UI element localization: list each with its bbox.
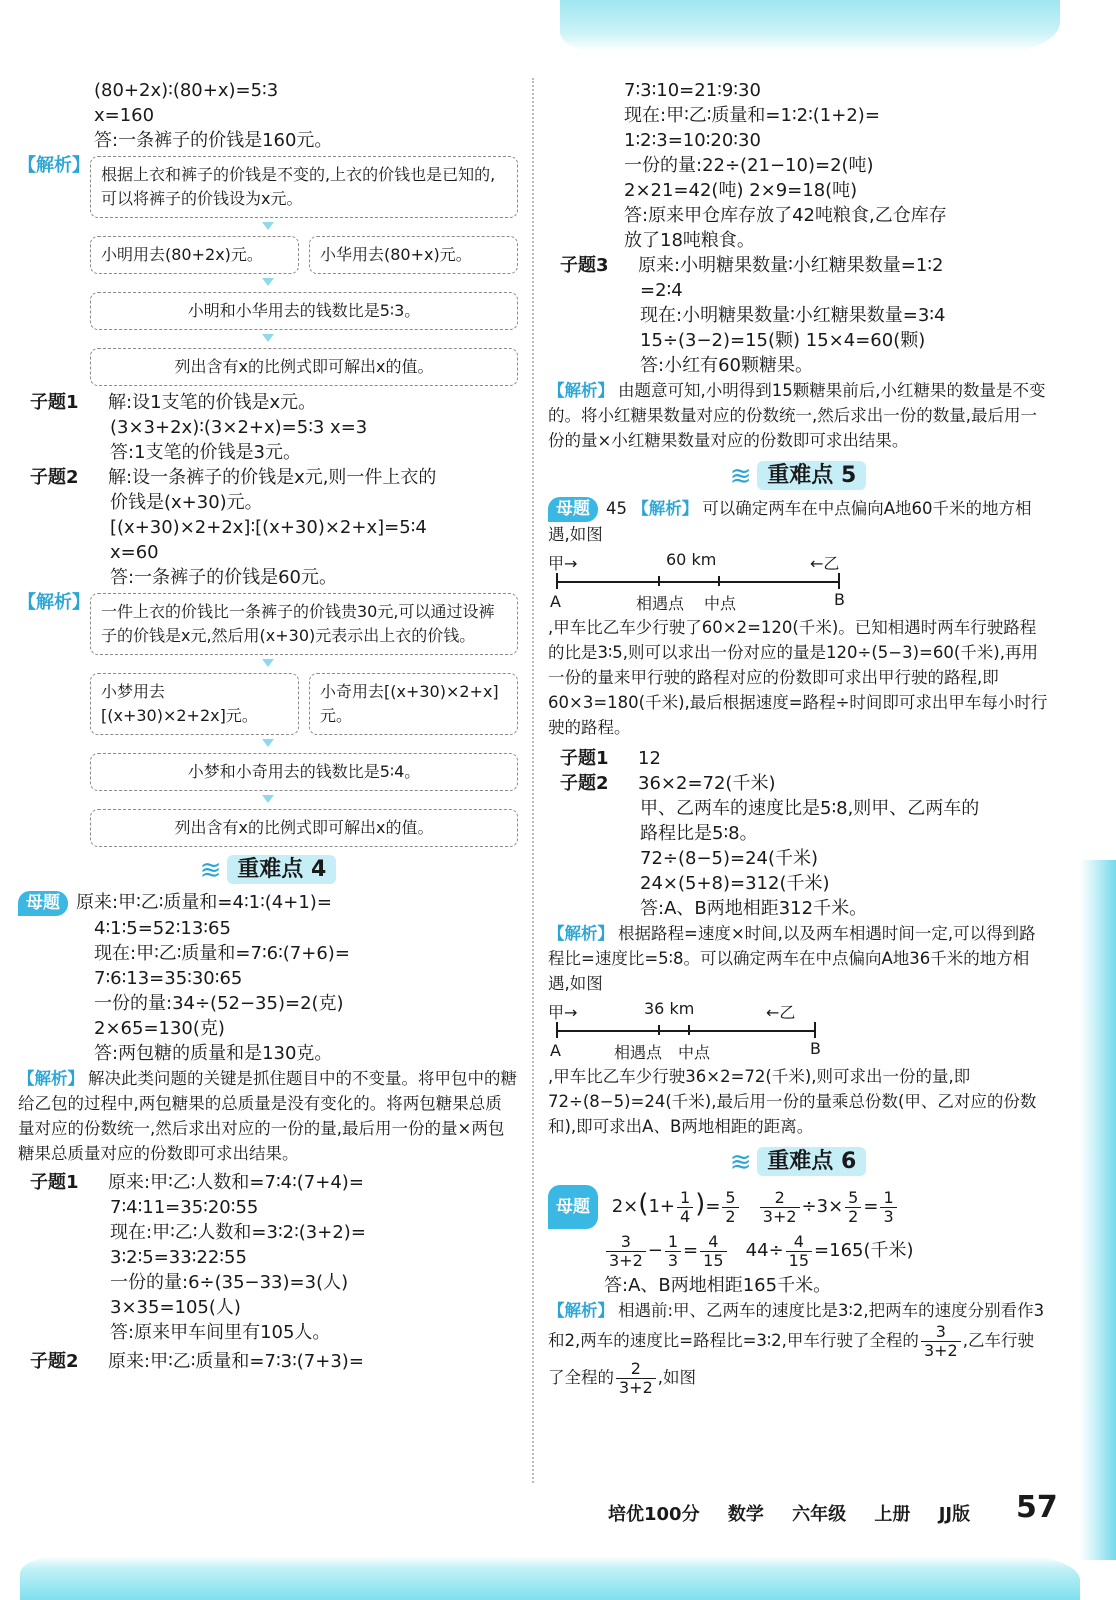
answer-line: 答:两包糖的质量和是130克。 [94, 1043, 333, 1064]
fraction: $\frac{1}{4}$ [677, 1189, 693, 1226]
section-heading-5: ≋ 重难点 5 [548, 461, 1048, 490]
point-a-tick [556, 1022, 558, 1038]
mother-question: 母题 45 【解析】 可以确定两车在中点偏向A地60千米的地方相遇,如图 [548, 499, 1032, 544]
equation-line: x=160 [94, 105, 155, 126]
equation-line: (80+2x)∶(80+x)=5∶3 [94, 80, 279, 101]
equation-line: 7∶6∶13=35∶30∶65 [94, 968, 243, 989]
analysis-label: 【解析】 [18, 155, 90, 176]
subquestion-3: 子题3 原来:小明糖果数量∶小红糖果数量=1∶2 [560, 255, 944, 276]
edition-name: JJ版 [938, 1504, 971, 1525]
subquestion-2: 子题2 36×2=72(千米) [560, 773, 776, 794]
analysis-box: 小明用去(80+2x)元。 [90, 236, 299, 274]
flow-arrow [262, 739, 274, 747]
fraction: $\frac{1}{3}$ [880, 1189, 896, 1226]
subject-name: 数学 [727, 1504, 764, 1525]
analysis-box: 列出含有x的比例式即可解出x的值。 [90, 809, 518, 847]
point-a-label: A [550, 1041, 561, 1060]
wave-icon: ≋ [729, 1147, 752, 1178]
equation-line: $\frac{3}{3+2}$ − $\frac{1}{3}$ = $\frac{4}{15}$ 44÷ $\frac{4}{15}$ =165(千米) [548, 1229, 1048, 1273]
fraction: $\frac{2}{3+2}$ [760, 1189, 800, 1226]
subquestion-1: 子题1 原来:甲∶乙∶人数和=7∶4∶(7+4)= [30, 1172, 364, 1193]
answer-line: 答:原来甲仓库存放了42吨粮食,乙仓库存 [624, 205, 947, 226]
analysis-box-row [90, 230, 518, 278]
paren-close: ) [695, 1189, 706, 1219]
point-b-label: B [834, 590, 845, 609]
meeting-point-label: 相遇点 [614, 1043, 663, 1062]
analysis-label: 【解析】 [18, 592, 90, 613]
fraction: $\frac{2}{3+2}$ [616, 1360, 656, 1397]
meeting-diagram-1 [548, 551, 1048, 619]
page-number: 57 [1016, 1490, 1058, 1525]
analysis-paragraph: ,甲车比乙车少行驶了60×2=120(千米)。已知相遇时两车行驶路程的比是3∶5,则可以求出一份对应的量是120÷(5−3)=60(千米),再用一份的量来甲行驶的路程对应的份数即可求出甲行驶的路程,即60×3=180(千米),最后根据速度=路程÷时间即可求出甲车每小时行驶的路程。 [548, 618, 1048, 737]
text-line: 价钱是(x+30)元。 [110, 492, 263, 513]
paren-open: ( [638, 1189, 649, 1219]
meeting-point-tick [658, 576, 660, 586]
equation-line: 3×35=105(人) [110, 1297, 241, 1318]
distance-label: 60 km [666, 550, 717, 569]
analysis-paragraph: 【解析】 根据路程=速度×时间,以及两车相遇时间一定,可以得到路程比=速度比=5∶8。可以确定两车在中点偏向A地36千米的地方相遇,如图 [548, 924, 1036, 993]
meeting-diagram-2 [548, 1000, 1048, 1068]
equation-line: x=60 [110, 542, 159, 563]
left-column [18, 78, 518, 1374]
midpoint-label: 中点 [704, 594, 737, 613]
answer-line: 答:小红有60颗糖果。 [640, 355, 813, 376]
analysis-box: 小奇用去[(x+30)×2+x]元。 [309, 673, 518, 735]
fraction: $\frac{5}{2}$ [722, 1189, 738, 1226]
analysis-paragraph: ,甲车比乙车少行驶36×2=72(千米),则可求出一份的量,即72÷(8−5)=24(千米),最后用一份的量乘总份数(甲、乙对应的份数和),即可求出A、B两地相距的距离。 [548, 1067, 1037, 1136]
bottom-wave-decoration [20, 1556, 1080, 1600]
wave-icon: ≋ [729, 461, 752, 492]
equation-line: 一份的量:6÷(35−33)=3(人) [110, 1272, 349, 1293]
car-yi-label: ←乙 [766, 1003, 796, 1022]
volume-name: 上册 [874, 1504, 911, 1525]
analysis-box: 列出含有x的比例式即可解出x的值。 [90, 348, 518, 386]
answer-line: 放了18吨粮食。 [624, 230, 755, 251]
equation-line: [(x+30)×2+2x]∶[(x+30)×2+x]=5∶4 [110, 517, 427, 538]
flow-arrow [262, 659, 274, 667]
equation-line: 2×21=42(吨) 2×9=18(吨) [624, 180, 858, 201]
fraction: $\frac{4}{15}$ [700, 1233, 726, 1270]
analysis-box: 根据上衣和裤子的价钱是不变的,上衣的价钱也是已知的,可以将裤子的价钱设为x元。 [90, 156, 518, 218]
answer-line: 答:一条裤子的价钱是160元。 [94, 130, 333, 151]
point-b-label: B [810, 1039, 821, 1058]
analysis-box: 小梦用去[(x+30)×2+2x]元。 [90, 673, 299, 735]
equation-line: 现在:甲∶乙∶人数和=3∶2∶(3+2)= [110, 1222, 366, 1243]
point-a-tick [556, 573, 558, 589]
mother-question: 母题 2×(1+ $\frac{1}{4}$ )= $\frac{5}{2}$ $\frac{2}{3+2}$ ÷3× $\frac{5}{2}$ = $\frac{1}{3}$ [548, 1182, 1048, 1229]
subquestion-2: 子题2 原来:甲∶乙∶质量和=7∶3∶(7+3)= [30, 1351, 364, 1372]
equation-line: 24×(5+8)=312(千米) [640, 873, 830, 894]
analysis-paragraph: 【解析】 由题意可知,小明得到15颗糖果前后,小红糖果的数量是不变的。将小红糖果数量对应的份数统一,然后求出一份的数量,最后用一份的量×小红糖果数量对应的份数即可求出结果。 [548, 381, 1046, 450]
analysis-box: 一件上衣的价钱比一条裤子的价钱贵30元,可以通过设裤子的价钱是x元,然后用(x+30)元表示出上衣的价钱。 [90, 593, 518, 655]
meeting-point-label: 相遇点 [636, 594, 685, 613]
equation-line: 现在:甲∶乙∶质量和=7∶6∶(7+6)= [94, 943, 350, 964]
analysis-paragraph: 【解析】 解决此类问题的关键是抓住题目中的不变量。将甲包中的糖给乙包的过程中,两包糖果的总质量是没有变化的。将两包糖果总质量对应的份数统一,然后求出对应的一份的量,最后用一份的量×两包糖果总质量对应的份数即可求出结果。 [18, 1069, 517, 1163]
answer-line: 答:原来甲车间里有105人。 [110, 1322, 331, 1343]
flow-arrow [262, 795, 274, 803]
series-name: 培优100分 [608, 1504, 700, 1525]
wave-icon: ≋ [199, 855, 222, 886]
right-column [548, 78, 1048, 1397]
answer-line: 答:一条裤子的价钱是60元。 [110, 567, 337, 588]
equation-line: 15÷(3−2)=15(颗) 15×4=60(颗) [640, 330, 926, 351]
answer-line: 答:A、B两地相距165千米。 [604, 1275, 832, 1296]
equation-line: 7∶3∶10=21∶9∶30 [624, 80, 761, 101]
flow-arrow [262, 222, 274, 230]
equation-line: 2×65=130(克) [94, 1018, 225, 1039]
analysis-box: 小华用去(80+x)元。 [309, 236, 518, 274]
section-heading-6: ≋ 重难点 6 [548, 1147, 1048, 1176]
distance-label: 36 km [644, 999, 695, 1018]
column-divider [532, 78, 534, 1483]
equation-line: 一份的量:22÷(21−10)=2(吨) [624, 155, 874, 176]
equation-line: 4∶1∶5=52∶13∶65 [94, 918, 231, 939]
analysis-box: 小明和小华用去的钱数比是5∶3。 [90, 292, 518, 330]
text-line: 路程比是5∶8。 [640, 823, 758, 844]
fraction: $\frac{1}{3}$ [665, 1233, 681, 1270]
route-line [556, 1030, 816, 1032]
flow-arrow [262, 278, 274, 286]
midpoint-tick [718, 576, 720, 586]
section-heading-4: ≋ 重难点 4 [18, 855, 518, 884]
equation-line: 现在:小明糖果数量∶小红糖果数量=3∶4 [640, 305, 946, 326]
fraction: $\frac{5}{2}$ [845, 1189, 861, 1226]
subquestion-1: 子题1 解:设1支笔的价钱是x元。 [30, 392, 317, 413]
car-jia-label: 甲→ [548, 1003, 578, 1022]
equation-line: =2∶4 [640, 280, 683, 301]
subquestion-2: 子题2 解:设一条裤子的价钱是x元,则一件上衣的 [30, 467, 437, 488]
grade-name: 六年级 [792, 1504, 847, 1525]
meeting-point-tick [658, 1025, 660, 1035]
car-yi-label: ←乙 [810, 554, 840, 573]
midpoint-label: 中点 [678, 1043, 711, 1062]
point-a-label: A [550, 592, 561, 611]
flow-arrow [262, 334, 274, 342]
fraction: $\frac{4}{15}$ [786, 1233, 812, 1270]
equation-line: 1∶2∶3=10∶20∶30 [624, 130, 761, 151]
top-wave-decoration [560, 0, 1060, 52]
analysis-box-row [90, 667, 518, 739]
right-edge-decoration [1080, 860, 1116, 1560]
equation-line: 现在:甲∶乙∶质量和=1∶2∶(1+2)= [624, 105, 880, 126]
equation-line: 72÷(8−5)=24(千米) [640, 848, 819, 869]
equation-line: (3×3+2x)∶(3×2+x)=5∶3 x=3 [110, 417, 368, 438]
text-line: 甲、乙两车的速度比是5∶8,则甲、乙两车的 [640, 798, 980, 819]
analysis-paragraph: 【解析】 相遇前:甲、乙两车的速度比是3∶2,把两车的速度分别看作3和2,两车的速度比=路程比=3∶2,甲车行驶了全程的 $\frac{3}{3+2}$ ,乙车行驶了全程的 $\frac{2}{3+2}$ ,如图 [548, 1301, 1045, 1397]
car-jia-label: 甲→ [548, 554, 578, 573]
subquestion-1: 子题1 12 [560, 748, 661, 769]
route-line [556, 581, 840, 583]
equation-line: 一份的量:34÷(52−35)=2(克) [94, 993, 344, 1014]
fraction: $\frac{3}{3+2}$ [606, 1233, 646, 1270]
answer-line: 答:1支笔的价钱是3元。 [110, 442, 301, 463]
mother-question: 母题 原来:甲∶乙∶质量和=4∶1∶(4+1)= [18, 890, 518, 916]
page-footer [608, 1500, 992, 1526]
equation-line: 7∶4∶11=35∶20∶55 [110, 1197, 259, 1218]
midpoint-tick [688, 1025, 690, 1035]
equation-line: 3∶2∶5=33∶22∶55 [110, 1247, 247, 1268]
answer-line: 答:A、B两地相距312千米。 [640, 898, 868, 919]
fraction: $\frac{3}{3+2}$ [921, 1323, 961, 1360]
analysis-box: 小梦和小奇用去的钱数比是5∶4。 [90, 753, 518, 791]
